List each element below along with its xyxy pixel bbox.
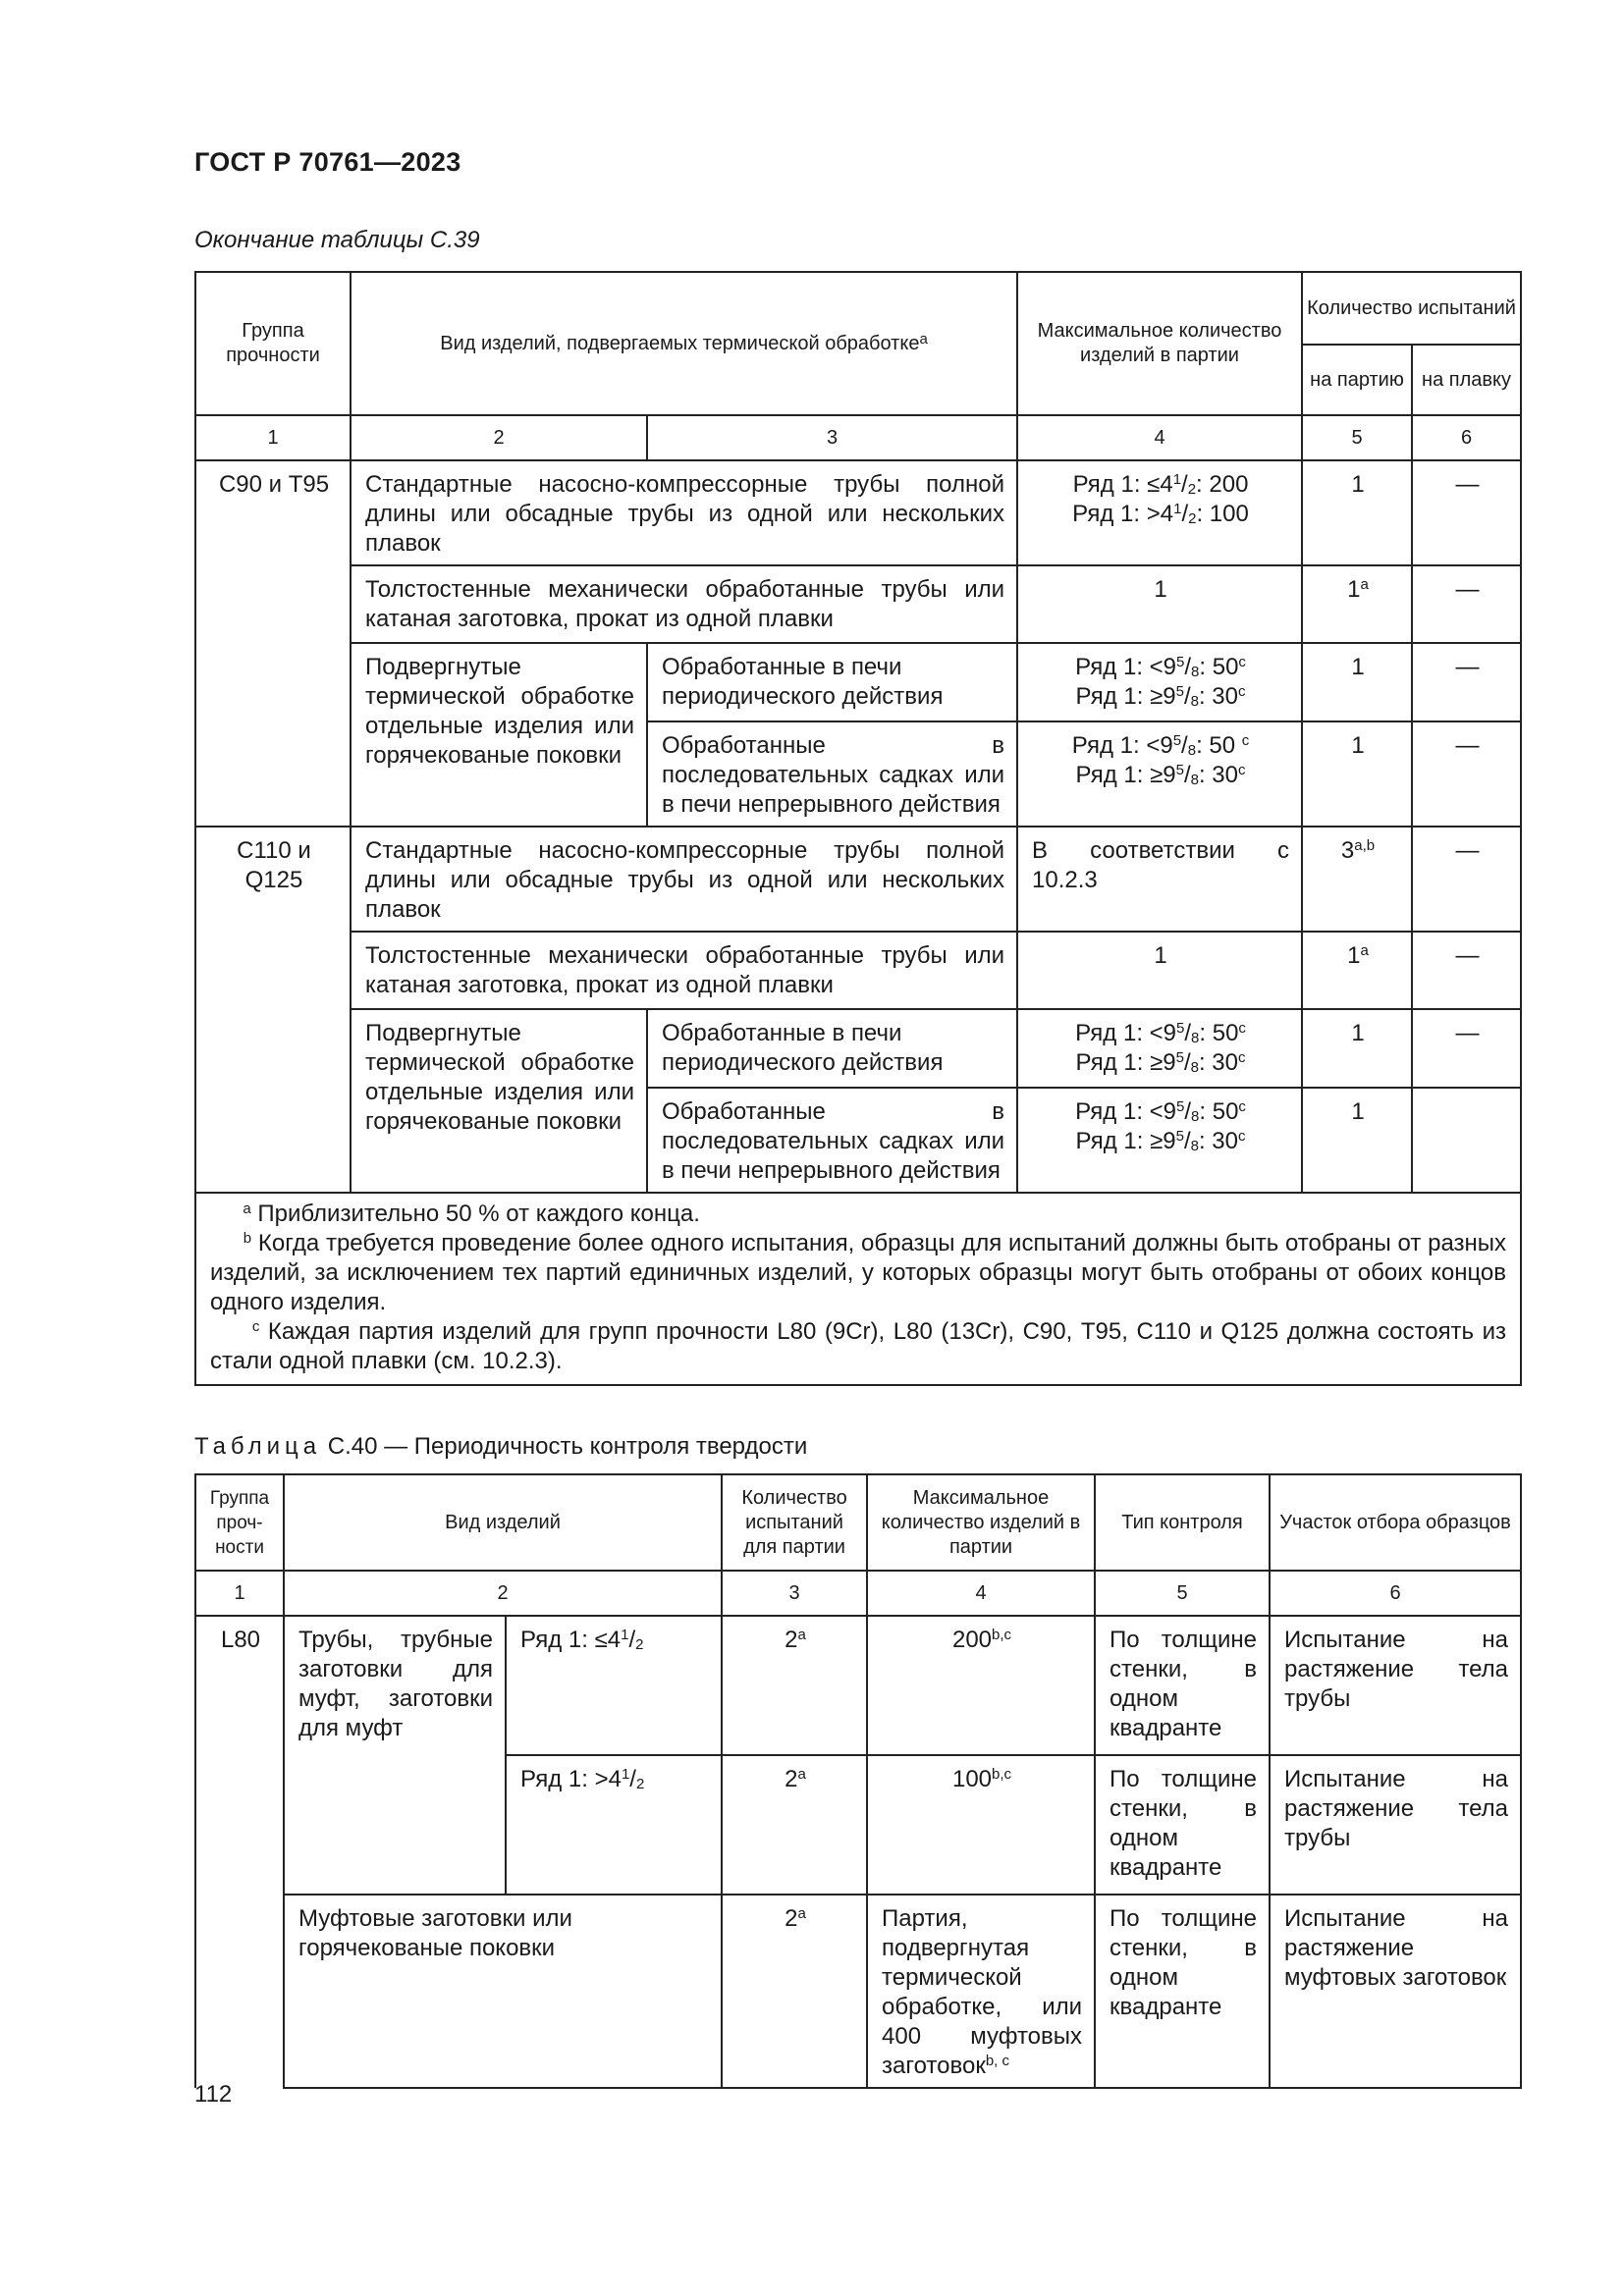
test-count-cell: 2$^a$ bbox=[722, 1616, 867, 1755]
col-num: 3 bbox=[722, 1571, 867, 1616]
per-heat-cell: — bbox=[1412, 932, 1521, 1009]
header-kind: Вид изделий bbox=[284, 1474, 722, 1571]
per-heat-cell: — bbox=[1412, 565, 1521, 643]
product-kind-cell: Стандартные насосно-компрессорные трубы полной длины или обсадные трубы из одной или нескольких плавок bbox=[351, 460, 1017, 565]
sampling-site-cell: Испытание на растяжение тела трубы bbox=[1270, 1616, 1521, 1755]
table-row bbox=[195, 643, 1521, 721]
footnote-a: $^a$ Приблизительно 50 % от каждого конца. bbox=[243, 1201, 700, 1227]
document-header: ГОСТ Р 70761—2023 bbox=[194, 147, 461, 177]
col-num: 4 bbox=[867, 1571, 1095, 1616]
max-items-cell: Ряд 1: $\le 4^1/_2$: 200 Ряд 1: $>4^1/_2$: 100 bbox=[1017, 460, 1302, 565]
header-kind: Вид изделий, подвергаемых термической обработке$^a$ bbox=[351, 272, 1017, 415]
row-size-cell: Ряд 1: $>4^1/_2$ bbox=[506, 1755, 722, 1895]
max-items-cell: Ряд 1: $<9^5/_8$: 50$^c$ Ряд 1: $\ge 9^5/_8$: 30$^c$ bbox=[1017, 1009, 1302, 1088]
header-test-count: Количество испытаний для партии bbox=[722, 1474, 867, 1571]
furnace-type-cell: Обработанные в последовательных садках или в печи непрерывного действия bbox=[647, 721, 1017, 827]
sampling-site-cell: Испытание на растяжение муфтовых заготовок bbox=[1270, 1895, 1521, 2088]
product-kind-cell: Толстостенные механически обработанные трубы или катаная заготовка, прокат из одной плавки bbox=[351, 565, 1017, 643]
strength-group-cell: L80 bbox=[195, 1616, 284, 2088]
header-control-type: Тип контроля bbox=[1095, 1474, 1270, 1571]
per-lot-cell: 3$^{a,b}$ bbox=[1302, 827, 1412, 932]
header-per-lot: на партию bbox=[1302, 345, 1412, 415]
col-num: 4 bbox=[1017, 415, 1302, 460]
table-row bbox=[195, 932, 1521, 1009]
per-lot-cell: 1$^a$ bbox=[1302, 565, 1412, 643]
max-items-cell: В соответствии с 10.2.3 bbox=[1017, 827, 1302, 932]
max-items-cell: Партия, подвергнутая термической обработке, или 400 муфтовых заготовок$^{b, c}$ bbox=[867, 1895, 1095, 2088]
table-c39 bbox=[194, 271, 1522, 1386]
per-lot-cell: 1 bbox=[1302, 643, 1412, 721]
column-number-row bbox=[195, 1571, 1521, 1616]
max-items-cell: Ряд 1: $<9^5/_8$: 50 $^c$ Ряд 1: $\ge 9^5/_8$: 30$^c$ bbox=[1017, 721, 1302, 827]
strength-group-cell: С110 и Q125 bbox=[195, 827, 351, 1193]
col-num: 3 bbox=[647, 415, 1017, 460]
column-number-row bbox=[195, 415, 1521, 460]
product-kind-cell: Стандартные насосно-компрессорные трубы полной длины или обсадные трубы из одной или нескольких плавок bbox=[351, 827, 1017, 932]
table-row bbox=[195, 460, 1521, 565]
header-group: Группа проч- ности bbox=[195, 1474, 284, 1571]
per-lot-cell: 1$^a$ bbox=[1302, 932, 1412, 1009]
page-number: 112 bbox=[194, 2081, 233, 2108]
table-row bbox=[195, 565, 1521, 643]
product-kind-cell: Подвергнутые термической обработке отдельные изделия или горячекованые поковки bbox=[351, 643, 647, 827]
table-c40-caption: Таблица С.40 — Периодичность контроля твердости bbox=[194, 1433, 808, 1460]
col-num: 6 bbox=[1412, 415, 1521, 460]
control-type-cell: По толщине стенки, в одном квадранте bbox=[1095, 1895, 1270, 2088]
per-heat-cell: — bbox=[1412, 460, 1521, 565]
table-continuation-caption: Окончание таблицы С.39 bbox=[194, 227, 480, 253]
product-kind-cell: Толстостенные механически обработанные трубы или катаная заготовка, прокат из одной плавки bbox=[351, 932, 1017, 1009]
per-lot-cell: 1 bbox=[1302, 721, 1412, 827]
sampling-site-cell: Испытание на растяжение тела трубы bbox=[1270, 1755, 1521, 1895]
header-test-count: Количество испытаний bbox=[1302, 272, 1521, 345]
max-items-cell: 200$^{b,c}$ bbox=[867, 1616, 1095, 1755]
control-type-cell: По толщине стенки, в одном квадранте bbox=[1095, 1755, 1270, 1895]
per-lot-cell: 1 bbox=[1302, 460, 1412, 565]
furnace-type-cell: Обработанные в последовательных садках или в печи непрерывного действия bbox=[647, 1088, 1017, 1193]
footnote-c: $^c$ Каждая партия изделий для групп прочности L80 (9Cr), L80 (13Cr), С90, Т95, С110 и Q125 должна состоять из стали одной плавки (см. 10.2.3). bbox=[210, 1318, 1507, 1374]
col-num: 6 bbox=[1270, 1571, 1521, 1616]
col-num: 2 bbox=[351, 415, 647, 460]
col-num: 1 bbox=[195, 415, 351, 460]
control-type-cell: По толщине стенки, в одном квадранте bbox=[1095, 1616, 1270, 1755]
col-num: 2 bbox=[284, 1571, 722, 1616]
table-row bbox=[195, 1616, 1521, 1755]
per-lot-cell: 1 bbox=[1302, 1088, 1412, 1193]
header-sampling-site: Участок отбора образцов bbox=[1270, 1474, 1521, 1571]
per-heat-cell: — bbox=[1412, 721, 1521, 827]
product-kind-cell: Трубы, трубные заготовки для муфт, заготовки для муфт bbox=[284, 1616, 506, 1895]
header-max-items: Максимальное количество изделий в партии bbox=[1017, 272, 1302, 415]
per-heat-cell: — bbox=[1412, 1009, 1521, 1088]
per-heat-cell-empty bbox=[1412, 1088, 1521, 1193]
header-per-heat: на плавку bbox=[1412, 345, 1521, 415]
header-group: Группа прочности bbox=[195, 272, 351, 415]
test-count-cell: 2$^a$ bbox=[722, 1895, 867, 2088]
max-items-cell: Ряд 1: $<9^5/_8$: 50$^c$ Ряд 1: $\ge 9^5/_8$: 30$^c$ bbox=[1017, 1088, 1302, 1193]
col-num: 1 bbox=[195, 1571, 284, 1616]
table-row bbox=[195, 827, 1521, 932]
col-num: 5 bbox=[1095, 1571, 1270, 1616]
furnace-type-cell: Обработанные в печи периодического действия bbox=[647, 1009, 1017, 1088]
furnace-type-cell: Обработанные в печи периодического действия bbox=[647, 643, 1017, 721]
table-row bbox=[195, 1895, 1521, 2088]
max-items-cell: 1 bbox=[1017, 932, 1302, 1009]
per-heat-cell: — bbox=[1412, 643, 1521, 721]
header-max-items: Максимальное количество изделий в партии bbox=[867, 1474, 1095, 1571]
table-c40 bbox=[194, 1473, 1522, 2089]
max-items-cell: 100$^{b,c}$ bbox=[867, 1755, 1095, 1895]
product-kind-cell: Муфтовые заготовки или горячекованые поковки bbox=[284, 1895, 722, 2088]
per-lot-cell: 1 bbox=[1302, 1009, 1412, 1088]
strength-group-cell: С90 и Т95 bbox=[195, 460, 351, 827]
test-count-cell: 2$^a$ bbox=[722, 1755, 867, 1895]
row-size-cell: Ряд 1: $\le 4^1/_2$ bbox=[506, 1616, 722, 1755]
product-kind-cell: Подвергнутые термической обработке отдельные изделия или горячекованые поковки bbox=[351, 1009, 647, 1193]
max-items-cell: 1 bbox=[1017, 565, 1302, 643]
footnotes-row bbox=[195, 1193, 1521, 1385]
table-row bbox=[195, 1009, 1521, 1088]
table-footnotes bbox=[195, 1193, 1521, 1385]
max-items-cell: Ряд 1: $<9^5/_8$: 50$^c$ Ряд 1: $\ge 9^5/_8$: 30$^c$ bbox=[1017, 643, 1302, 721]
col-num: 5 bbox=[1302, 415, 1412, 460]
per-heat-cell: — bbox=[1412, 827, 1521, 932]
footnote-b: $^b$ Когда требуется проведение более одного испытания, образцы для испытаний должны быть отобраны от разных изделий, за исключением тех партий единичных изделий, у которых образцы могут быть отобраны от обоих концов одного изделия. bbox=[210, 1230, 1507, 1315]
